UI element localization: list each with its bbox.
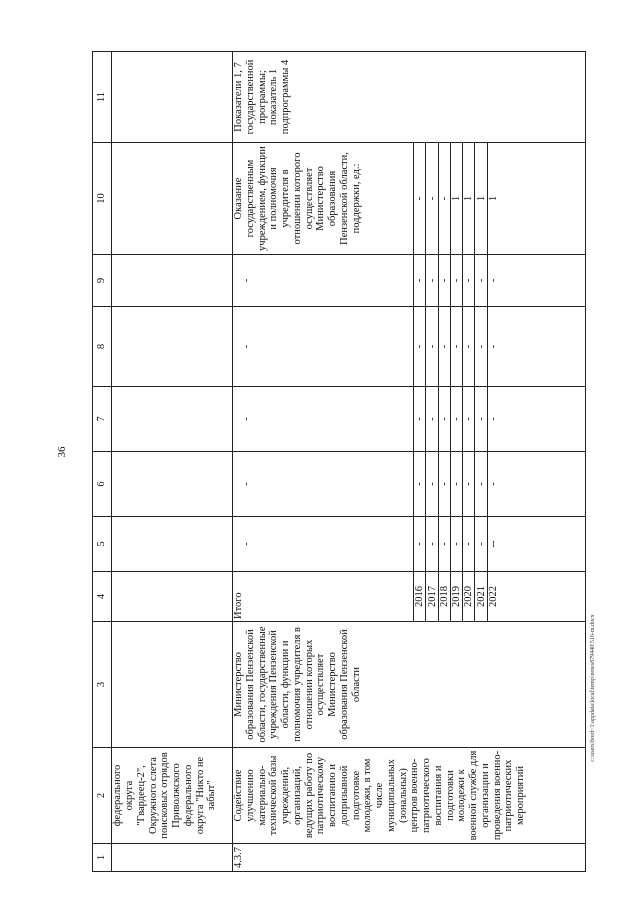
cell — [112, 255, 233, 307]
cell-value: - — [426, 517, 438, 572]
cell — [112, 143, 233, 255]
header-col-4: 4 — [93, 572, 112, 622]
header-col-10: 10 — [93, 143, 112, 255]
cell-itogo: Итого — [233, 572, 414, 622]
continued-row — [112, 52, 233, 872]
cell — [112, 622, 233, 748]
cell-value: - — [438, 143, 450, 255]
cell-year: 2022 — [487, 572, 585, 622]
cell-value: - — [438, 307, 450, 387]
header-col-5: 5 — [93, 517, 112, 572]
cell-event-name: Содействие улучшению материально-технической базы учреждений, организаций, ведущих работу по патриотическому воспитанию и допризывной подготовке молодежи, в том числе муниципальных (зональных) центров военно-патриотического воспитания и подготовки молодежи к военной службе для организации и проведения военно-патриотических мероприятий — [233, 748, 586, 844]
cell-value: - — [450, 387, 462, 452]
cell-value: - — [233, 517, 414, 572]
cell-value: 1 — [463, 143, 475, 255]
cell-value: - — [487, 255, 585, 307]
cell-indicator-ref: Показатели 1, 7 государственной программы; показатель 1 подпрограммы 4 — [233, 52, 586, 143]
header-col-6: 6 — [93, 452, 112, 517]
cell-value: - — [450, 307, 462, 387]
cell-value: - — [475, 517, 487, 572]
cell — [112, 307, 233, 387]
cell-value: - — [487, 387, 585, 452]
cell-value: - — [426, 307, 438, 387]
cell-value: - — [414, 307, 426, 387]
cell-value: - — [463, 517, 475, 572]
cell — [112, 52, 233, 143]
cell-value: - — [463, 307, 475, 387]
rotated-table-page — [92, 52, 586, 872]
cell — [112, 517, 233, 572]
program-measures-table — [92, 51, 586, 872]
cell-year: 2016 — [414, 572, 426, 622]
cell-value: - — [438, 452, 450, 517]
cell-value: - — [463, 255, 475, 307]
cell-year: 2020 — [463, 572, 475, 622]
header-col-1: 1 — [93, 844, 112, 872]
cell — [112, 387, 233, 452]
cell-indicator-name: Оказание государственным учреждением, функции и полномочия учредителя в отношении которого осуществляет Министерство образования Пензенской области, поддержки, ед.: — [233, 143, 414, 255]
cell — [112, 844, 233, 872]
cell-value: - — [414, 452, 426, 517]
cell-value: 1 — [487, 143, 585, 255]
cell-value: - — [426, 255, 438, 307]
cell-value: 1 — [450, 143, 462, 255]
cell-value: - — [475, 387, 487, 452]
cell — [112, 572, 233, 622]
header-col-8: 8 — [93, 307, 112, 387]
cell-event-name-cont: федерального округа "Гвардеец-2", Окружного слета поисковых отрядов Приволжского федерального округа "Никто не забыт" — [112, 748, 233, 844]
cell-value: - — [450, 517, 462, 572]
cell-value: - — [450, 255, 462, 307]
cell-year: 2018 — [438, 572, 450, 622]
cell-executor: Министерство образования Пензенской области, государственные учреждения Пензенской области, функции и полномочия учредителя в отношении которых осуществляет Министерство образования Пензенской области — [233, 622, 586, 748]
cell-value: - — [487, 452, 585, 517]
cell-value: - — [426, 143, 438, 255]
header-row — [93, 52, 112, 872]
cell-value: -- — [487, 517, 585, 572]
cell-value: - — [414, 143, 426, 255]
cell-value: - — [463, 387, 475, 452]
cell-value: - — [233, 307, 414, 387]
cell-value: - — [233, 255, 414, 307]
header-col-3: 3 — [93, 622, 112, 748]
header-col-11: 11 — [93, 52, 112, 143]
footer-file-path: c:\users\bord~1\appdata\local\temp\notes879440\516-m.docx — [590, 614, 596, 762]
cell-value: - — [475, 255, 487, 307]
cell-year: 2021 — [475, 572, 487, 622]
cell-value: - — [233, 452, 414, 517]
cell-value: - — [414, 517, 426, 572]
cell-value: - — [438, 517, 450, 572]
cell-value: - — [475, 307, 487, 387]
cell-value: - — [438, 387, 450, 452]
cell-value: - — [463, 452, 475, 517]
cell-value: 1 — [475, 143, 487, 255]
cell-value: - — [450, 452, 462, 517]
cell-value: - — [487, 307, 585, 387]
cell-value: - — [438, 255, 450, 307]
cell-year: 2019 — [450, 572, 462, 622]
header-col-9: 9 — [93, 255, 112, 307]
cell-value: - — [414, 255, 426, 307]
cell-year: 2017 — [426, 572, 438, 622]
cell-value: - — [475, 452, 487, 517]
cell — [112, 452, 233, 517]
header-col-2: 2 — [93, 748, 112, 844]
cell-value: - — [426, 387, 438, 452]
page-number: 36 — [56, 446, 68, 458]
cell-value: - — [233, 387, 414, 452]
cell-value: - — [414, 387, 426, 452]
cell-value: - — [426, 452, 438, 517]
cell-item-number: 4.3.7 — [233, 844, 586, 872]
header-col-7: 7 — [93, 387, 112, 452]
table-row — [233, 52, 414, 872]
